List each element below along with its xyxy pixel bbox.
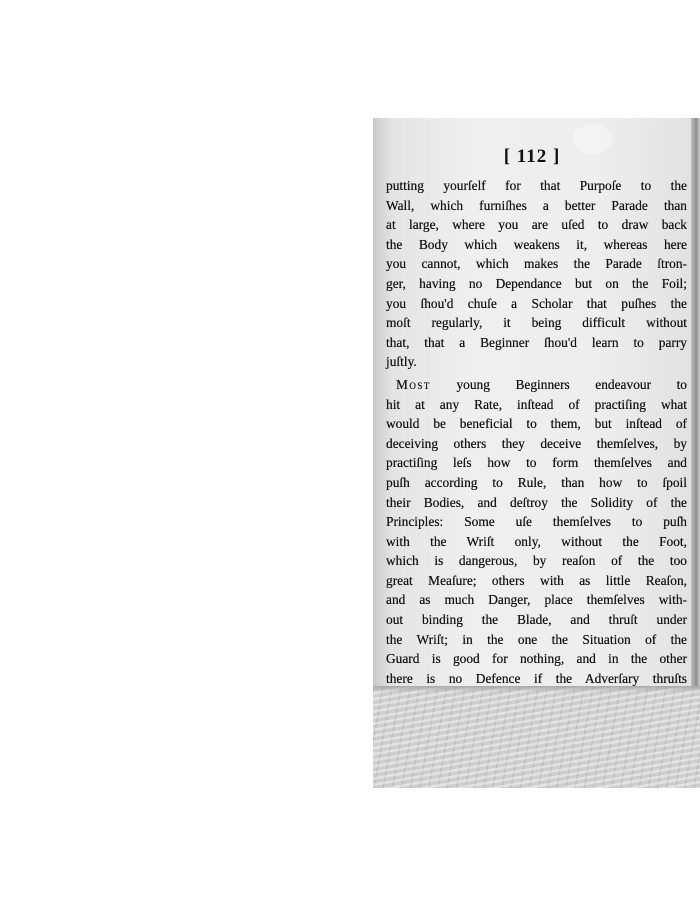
page-number: [ 112 ]	[503, 146, 561, 167]
text-line: the Body which weakens it, whereas here	[386, 236, 687, 252]
text-line: deceiving others they deceive themſelves, by	[386, 435, 687, 451]
text-line: there is no Defence if the Adverſary thruſts	[386, 670, 687, 686]
small-caps-lead: Most	[396, 376, 431, 392]
text-line: moſt regularly, it being difficult without	[386, 315, 687, 331]
paper-background	[373, 686, 700, 788]
page-edge-shadow	[691, 118, 700, 686]
text-line: the Wriſt; in the one the Situation of the	[386, 631, 687, 647]
text-line: you ſhou'd chuſe a Scholar that puſhes the	[386, 295, 687, 311]
text-line: practiſing leſs how to form themſelves and	[386, 455, 687, 471]
text-line: that, that a Beginner ſhou'd learn to parry	[386, 334, 687, 350]
text-line: with the Wriſt only, without the Foot,	[386, 533, 687, 549]
text-line: you cannot, which makes the Parade ſtron-	[386, 256, 687, 272]
text-line: Principles: Some uſe themſelves to puſh	[386, 514, 687, 530]
text-line: out binding the Blade, and thruſt under	[386, 612, 687, 628]
text-line: ger, having no Dependance but on the Foil;	[386, 275, 687, 291]
text-line: their Bodies, and deſtroy the Solidity of the	[386, 494, 687, 510]
text-line: young Beginners endeavour to	[456, 376, 687, 392]
scanned-page-image	[373, 118, 700, 788]
text-line: Wall, which furniſhes a better Parade than	[386, 197, 687, 213]
text-line: hit at any Rate, inſtead of practiſing what	[386, 396, 687, 412]
text-line: Guard is good for nothing, and in the other	[386, 651, 687, 667]
paragraph-first-line	[386, 375, 687, 395]
text-line: and as much Danger, place themſelves with-	[386, 592, 687, 608]
text-line: would be beneficial to them, but inſtead of	[386, 416, 687, 432]
text-line: putting yourſelf for that Purpoſe to the	[386, 178, 687, 193]
text-line: which is dangerous, by reaſon of the too	[386, 553, 687, 569]
text-line: at large, where you are uſed to draw back	[386, 217, 687, 233]
text-line: great Meaſure; others with as little Reaſon,	[386, 572, 687, 588]
text-line: juſtly.	[386, 354, 417, 370]
book-page	[373, 118, 691, 686]
text-line: puſh according to Rule, than how to ſpoil	[386, 474, 687, 490]
